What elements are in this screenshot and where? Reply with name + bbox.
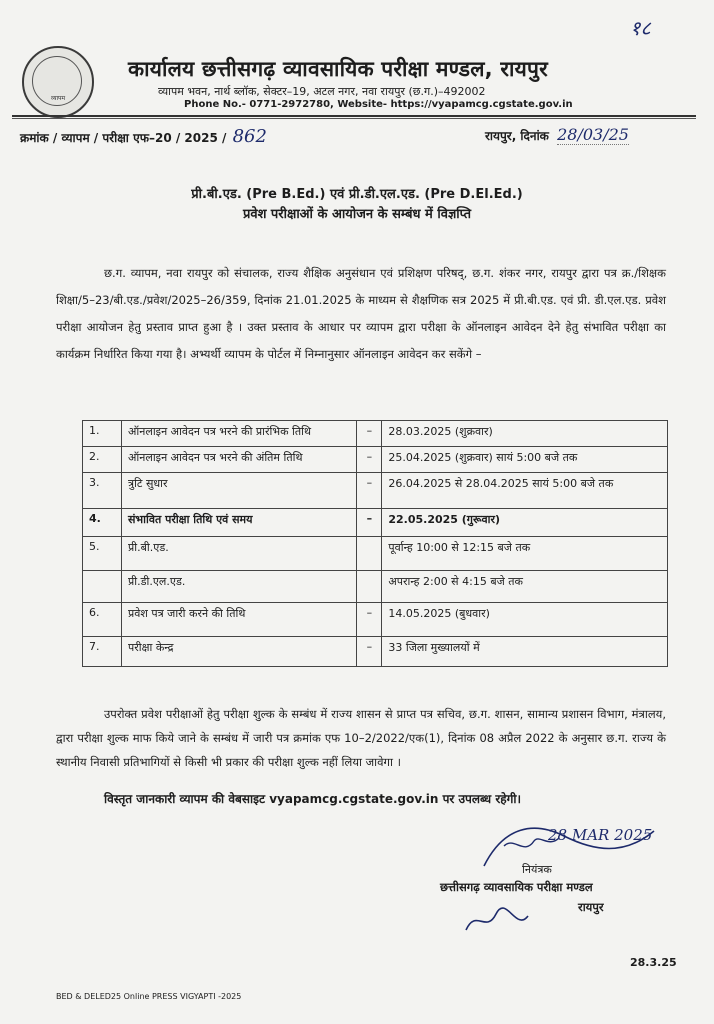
fee-paragraph: उपरोक्त प्रवेश परीक्षाओं हेतु परीक्षा शुल्क के सम्बंध में राज्य शासन से प्राप्त पत्र सचिव, छ.ग. शासन, सामान्य प्रशासन विभाग, मंत्रालय, द्वारा परीक्षा शुल्क माफ किये जाने के सम्बंध में जारी पत्र क्रमांक एफ 10–2/2022/एक(1), दिनांक 08 अप्रैल 2022 के अनुसार छ.ग. राज्य के स्थानीय निवासी प्रतिभागियों से किसी भी प्रकार की परीक्षा शुल्क नहीं लिया जावेगा ।	[56, 707, 666, 769]
row-dash: –	[357, 447, 382, 473]
row-item: प्रवेश पत्र जारी करने की तिथि	[122, 603, 357, 637]
row-number: 2.	[83, 447, 122, 473]
reference-handwritten-number: 862	[232, 126, 267, 147]
table-row	[83, 421, 668, 447]
row-number: 5.	[83, 537, 122, 571]
row-value: 33 जिला मुख्यालयों में	[382, 637, 668, 667]
row-value: पूर्वान्ह 10:00 से 12:15 बजे तक	[382, 537, 668, 571]
row-item: त्रुटि सुधार	[122, 473, 357, 509]
intro-paragraph: छ.ग. व्यापम, नवा रायपुर को संचालक, राज्य शैक्षिक अनुसंधान एवं प्रशिक्षण परिषद्, छ.ग. शंकर नगर, रायपुर द्वारा पत्र क्र./शिक्षक शिक्षा/5–23/बी.एड./प्रवेश/2025–26/359, दिनांक 21.01.2025 के माध्यम से शैक्षणिक सत्र 2025 में प्री.बी.एड. एवं प्री. डी.एल.एड. प्रवेश परीक्षा आयोजन हेतु प्रस्ताव प्राप्त हुआ है । उक्त प्रस्ताव के आधार पर व्यापम द्वारा परीक्षा के ऑनलाइन आवेदन देने हेतु संभावित परीक्षा का कार्यक्रम निर्धारित किया गया है। अभ्यर्थी व्यापम के पोर्टल में निम्नानुसार ऑनलाइन आवेदन कर सकेंगे –	[56, 266, 666, 361]
table-row	[83, 571, 668, 603]
row-item: प्री.डी.एल.एड.	[122, 571, 357, 603]
footer-reference: BED & DELED25 Online PRESS VIGYAPTI -2025	[56, 992, 242, 1001]
org-address: व्यापम भवन, नार्थ ब्लॉक, सेक्टर–19, अटल नगर, नवा रायपुर (छ.ग.)–492002	[158, 85, 486, 98]
row-value: 25.04.2025 (शुक्रवार) सायं 5:00 बजे तक	[382, 447, 668, 473]
row-number	[83, 571, 122, 603]
org-title: कार्यालय छत्तीसगढ़ व्यावसायिक परीक्षा मण्डल, रायपुर	[128, 57, 548, 81]
row-value: अपरान्ह 2:00 से 4:15 बजे तक	[382, 571, 668, 603]
row-dash: –	[357, 421, 382, 447]
table-row	[83, 537, 668, 571]
schedule-table	[82, 420, 668, 667]
org-contact: Phone No.- 0771-2972780, Website- https://vyapamcg.cgstate.gov.in	[184, 99, 573, 110]
reference-number	[20, 126, 267, 147]
place-label: रायपुर, दिनांक	[485, 129, 549, 143]
row-number: 1.	[83, 421, 122, 447]
signatory-organization: छत्तीसगढ़ व्यावसायिक परीक्षा मण्डल	[440, 880, 593, 894]
signatory-city: रायपुर	[578, 900, 604, 914]
row-item: ऑनलाइन आवेदन पत्र भरने की प्रारंभिक तिथि	[122, 421, 357, 447]
reference-prefix: क्रमांक / व्यापम / परीक्षा एफ–20 / 2025 /	[20, 131, 227, 145]
row-value: 28.03.2025 (शुक्रवार)	[382, 421, 668, 447]
row-dash	[357, 571, 382, 603]
table-row	[83, 603, 668, 637]
table-row	[83, 473, 668, 509]
signatory-designation: नियंत्रक	[522, 863, 552, 876]
row-value: 14.05.2025 (बुधवार)	[382, 603, 668, 637]
row-item: प्री.बी.एड.	[122, 537, 357, 571]
subject-line-2: प्रवेश परीक्षाओं के आयोजन के सम्बंध में विज्ञप्ति	[242, 207, 472, 222]
corner-mark: १८	[630, 16, 651, 40]
row-dash: –	[357, 509, 382, 537]
row-number: 4.	[83, 509, 122, 537]
table-row	[83, 509, 668, 537]
vyapam-logo	[22, 46, 94, 118]
subject-line-1: प्री.बी.एड. (Pre B.Ed.) एवं प्री.डी.एल.एड. (Pre D.El.Ed.)	[191, 187, 523, 202]
row-value: 26.04.2025 से 28.04.2025 सायं 5:00 बजे तक	[382, 473, 668, 509]
row-number: 3.	[83, 473, 122, 509]
row-dash: –	[357, 473, 382, 509]
row-item: संभावित परीक्षा तिथि एवं समय	[122, 509, 357, 537]
row-dash: –	[357, 603, 382, 637]
website-info: विस्तृत जानकारी व्यापम की वेबसाइट vyapamcg.cgstate.gov.in पर उपलब्ध रहेगी।	[104, 792, 522, 806]
row-item: परीक्षा केन्द्र	[122, 637, 357, 667]
row-number: 6.	[83, 603, 122, 637]
row-value: 22.05.2025 (गुरूवार)	[382, 509, 668, 537]
table-row	[83, 447, 668, 473]
row-item: ऑनलाइन आवेदन पत्र भरने की अंतिम तिथि	[122, 447, 357, 473]
signature-handwritten-date: 28 MAR 2025	[548, 826, 653, 844]
header-divider-secondary	[12, 118, 696, 119]
signature-scribble	[474, 816, 664, 876]
row-dash: –	[357, 637, 382, 667]
header-divider	[12, 115, 696, 117]
row-dash	[357, 537, 382, 571]
sign-date: 28.3.25	[630, 956, 677, 969]
row-number: 7.	[83, 637, 122, 667]
logo-text: व्यापम	[50, 95, 66, 102]
place-date	[485, 125, 629, 144]
table-row	[83, 637, 668, 667]
handwritten-date: 28/03/25	[557, 125, 629, 144]
initials-scribble	[462, 904, 532, 938]
